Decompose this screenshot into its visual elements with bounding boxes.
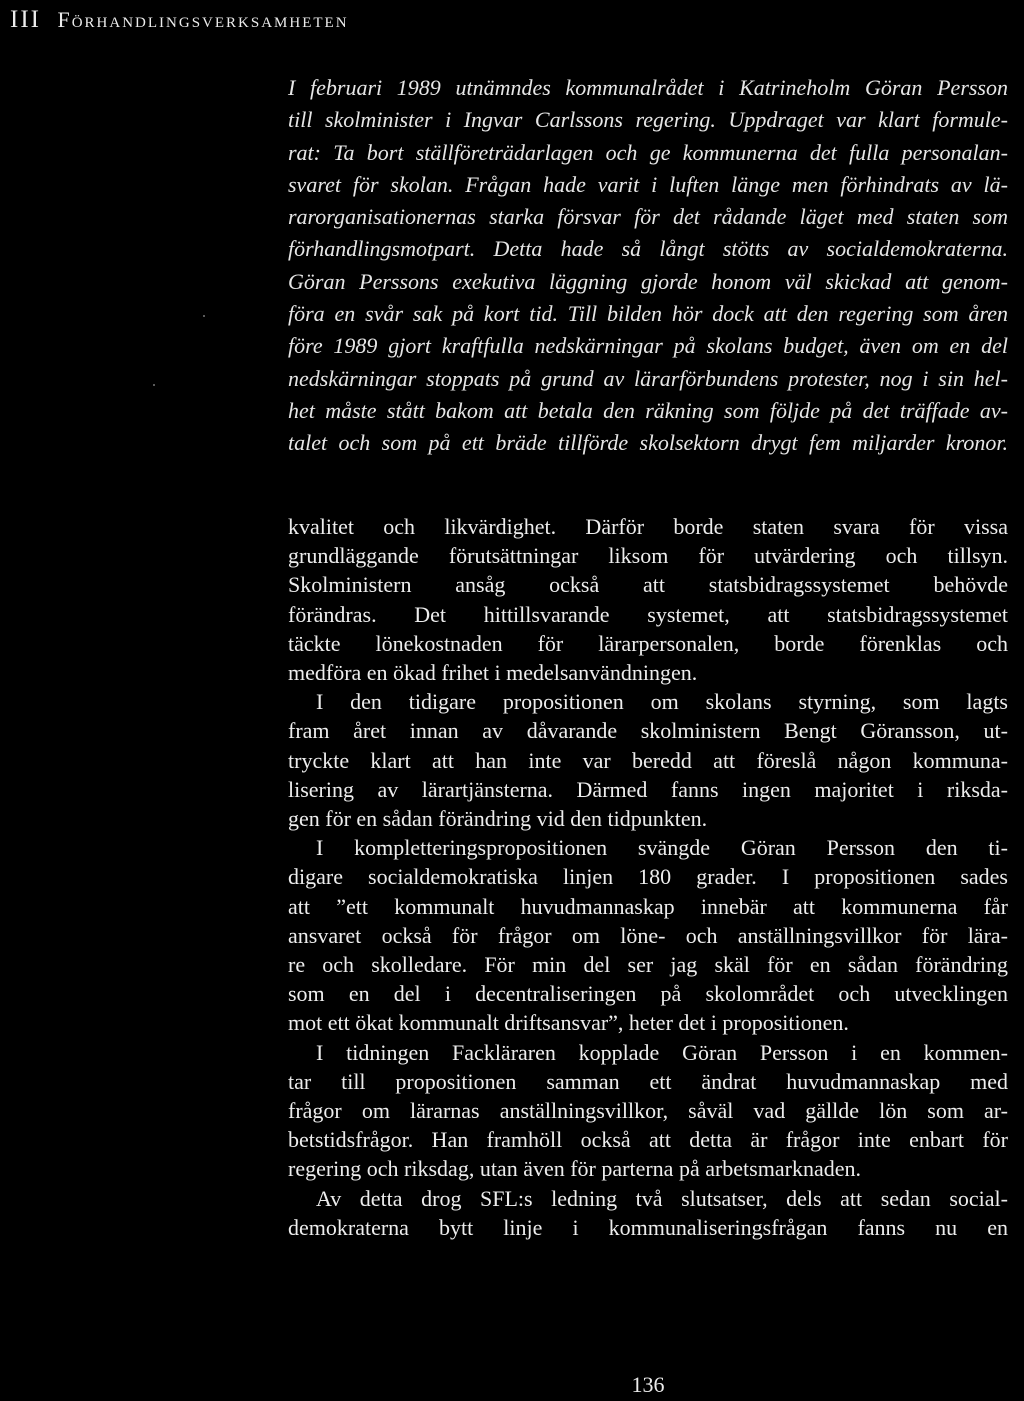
quote-line: I februari 1989 utnämndes kommunalrådet i Katrineholm Göran Persson [288, 75, 1008, 100]
body-line: betstidsfrågor. Han framhöll också att detta är frågor inte enbart för [288, 1127, 1008, 1153]
quote-line: till skolminister i Ingvar Carlssons regering. Uppdraget var klart formule- [288, 107, 1008, 133]
body-line: I kompletteringspropositionen svängde Göran Persson den ti- [316, 835, 1008, 861]
scan-speck [203, 315, 205, 317]
body-line: som en del i decentraliseringen på skolområdet och utvecklingen [288, 981, 1008, 1007]
body-line: täckte lönekostnaden för lärarpersonalen, borde förenklas och [288, 630, 1008, 656]
body-line: fram året innan av dåvarande skolministern Bengt Göransson, ut- [288, 718, 1008, 744]
body-line: kvalitet och likvärdighet. Därför borde staten svara för vissa [288, 514, 1008, 539]
body-line: lisering av lärartjänsterna. Därmed fanns ingen majoritet i riksda- [288, 776, 1008, 802]
chapter-title: Förhandlingsverksamheten [57, 7, 349, 32]
quote-line: före 1989 gjort kraftfulla nedskärningar på skolans budget, även om en del [288, 333, 1008, 359]
body-line: grundläggande förutsättningar liksom för utvärdering och tillsyn. [288, 543, 1008, 569]
body-line: förändras. Det hittillsvarande systemet, att statsbidragssystemet [288, 601, 1008, 627]
quote-line: Göran Perssons exekutiva läggning gjorde honom väl skickad att genom- [288, 268, 1008, 294]
body-line: gen för en sådan förändring vid den tidpunkten. [288, 806, 708, 832]
body-line: re och skolledare. För min del ser jag skäl för en sådan förändring [288, 952, 1008, 978]
quote-line: talet och som på ett bräde tillförde skolsektorn drygt fem miljarder kronor. [288, 430, 1008, 456]
pull-quote [288, 72, 1008, 460]
body-line: I den tidigare propositionen om skolans styrning, som lagts [316, 689, 1008, 715]
quote-line: svaret för skolan. Frågan hade varit i luften länge men förhindrats av lä- [288, 171, 1008, 197]
body-line: ansvaret också för frågor om löne- och anställningsvillkor för lära- [288, 922, 1008, 948]
quote-line: föra en svår sak på kort tid. Till bilden hör dock att den regering som åren [288, 301, 1008, 327]
quote-line: rat: Ta bort ställföreträdarlagen och ge kommunerna det fulla personalan- [288, 139, 1008, 165]
body-line: digare socialdemokratiska linjen 180 grader. I propositionen sades [288, 864, 1008, 890]
body-line: mot ett ökat kommunalt driftsansvar”, heter det i propositionen. [288, 1010, 849, 1036]
body-line: regering och riksdag, utan även för parterna på arbetsmarknaden. [288, 1156, 861, 1182]
quote-line: het måste stått bakom att betala den räkning som följde på det träffade av- [288, 397, 1008, 423]
quote-line: nedskärningar stoppats på grund av lärarförbundens protester, nog i sin hel- [288, 365, 1008, 391]
chapter-number: III [10, 6, 41, 33]
body-line: frågor om lärarnas anställningsvillkor, såväl vad gällde lön som ar- [288, 1098, 1008, 1124]
quote-line: förhandlingsmotpart. Detta hade så långt stötts av socialdemokraterna. [288, 236, 1008, 262]
body-line: tar till propositionen samman ett ändrat huvudmannaskap med [288, 1068, 1008, 1094]
body-line: att ”ett kommunalt huvudmannaskap innebär att kommunerna får [288, 893, 1008, 919]
body-line: tryckte klart att han inte var beredd att föreslå någon kommuna- [288, 747, 1008, 773]
page-number: 136 [631, 1372, 665, 1397]
body-line: Av detta drog SFL:s ledning två slutsatser, dels att sedan social- [316, 1185, 1008, 1211]
quote-line: rarorganisationernas starka försvar för det rådande läget med staten som [288, 204, 1008, 230]
body-text [288, 512, 1008, 1242]
body-line: Skolministern ansåg också att statsbidragssystemet behövde [288, 572, 1008, 598]
body-line: medföra en ökad frihet i medelsanvändningen. [288, 660, 698, 686]
running-head [10, 6, 349, 34]
body-line: I tidningen Fackläraren kopplade Göran Persson i en kommen- [316, 1039, 1008, 1065]
body-line: demokraterna bytt linje i kommunaliseringsfrågan fanns nu en [288, 1214, 1008, 1240]
scan-speck [153, 384, 155, 386]
